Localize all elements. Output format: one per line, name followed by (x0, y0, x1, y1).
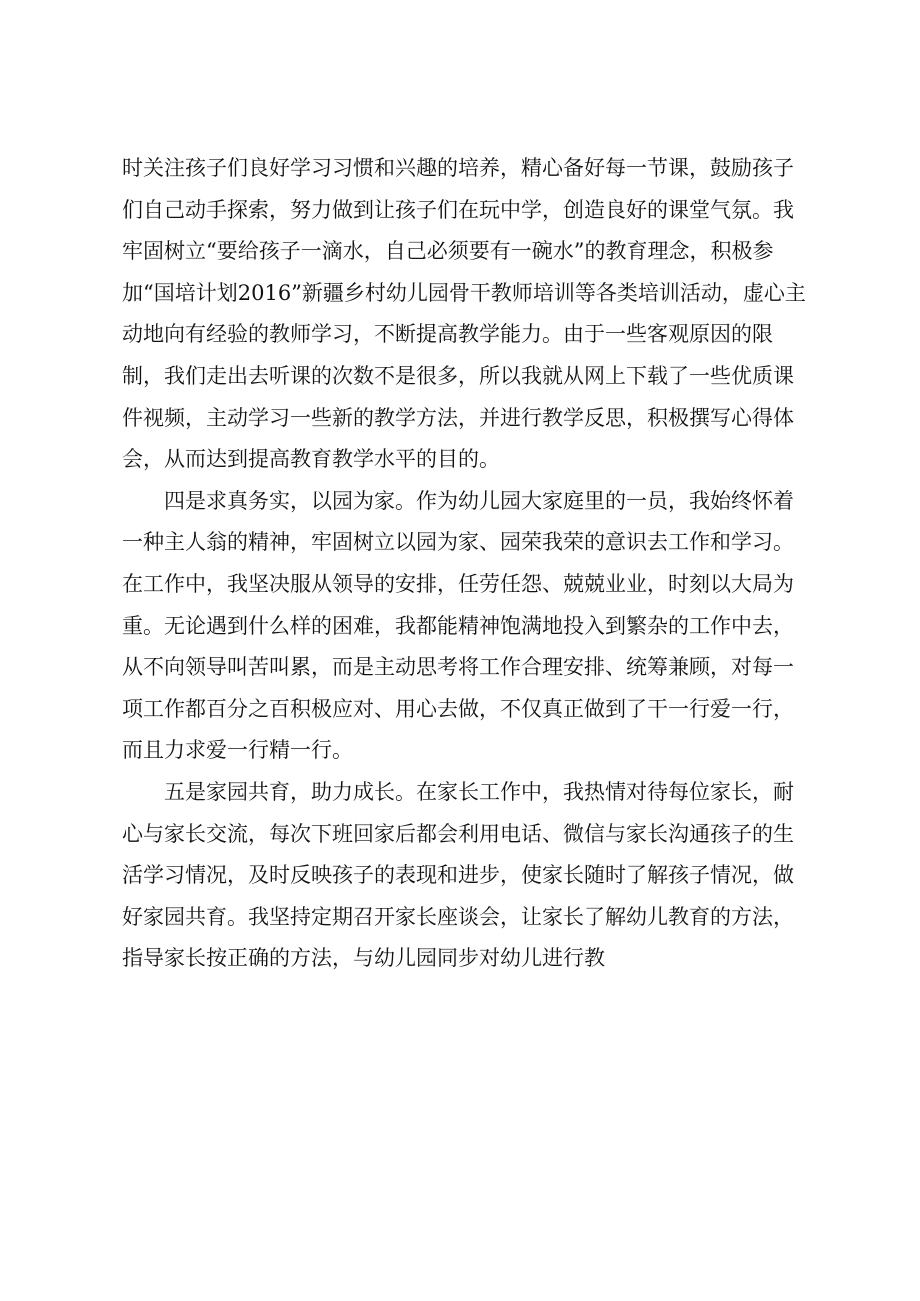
paragraph-point-five: 五是家园共育，助力成长。在家长工作中，我热情对待每位家长，耐心与家长交流，每次下班回家后都会利用电话、微信与家长沟通孩子的生活学习情况，及时反映孩子的表现和进步，使家长随时了解孩子情况，做好家园共育。我坚持定期召开家长座谈会，让家长了解幼儿教育的方法，指导家长按正确的方法，与幼儿园同步对幼儿进行教 (122, 779, 794, 971)
paragraph-continuation: 时关注孩子们良好学习习惯和兴趣的培养，精心备好每一节课，鼓励孩子们自己动手探索，努力做到让孩子们在玩中学，创造良好的课堂气氛。我牢固树立“要给孩子一滴水，自己必须要有一碗水”的教育理念，积极参加“国培计划2016”新疆乡村幼儿园骨干教师培训等各类培训活动，虚心主动地向有经验的教师学习，不断提高教学能力。由于一些客观原因的限制，我们走出去听课的次数不是很多，所以我就从网上下载了一些优质课件视频，主动学习一些新的教学方法，并进行教学反思，积极撰写心得体会，从而达到提高教育教学水平的目的。 (122, 156, 806, 472)
paragraph-point-four: 四是求真务实，以园为家。作为幼儿园大家庭里的一员，我始终怀着一种主人翁的精神，牢固树立以园为家、园荣我荣的意识去工作和学习。在工作中，我坚决服从领导的安排，任劳任怨、兢兢业业，时刻以大局为重。无论遇到什么样的困难，我都能精神饱满地投入到繁杂的工作中去，从不向领导叫苦叫累，而是主动思考将工作合理安排、统筹兼顾，对每一项工作都百分之百积极应对、用心去做，不仅真正做到了干一行爱一行，而且力求爱一行精一行。 (122, 488, 794, 763)
body-text (122, 148, 812, 980)
